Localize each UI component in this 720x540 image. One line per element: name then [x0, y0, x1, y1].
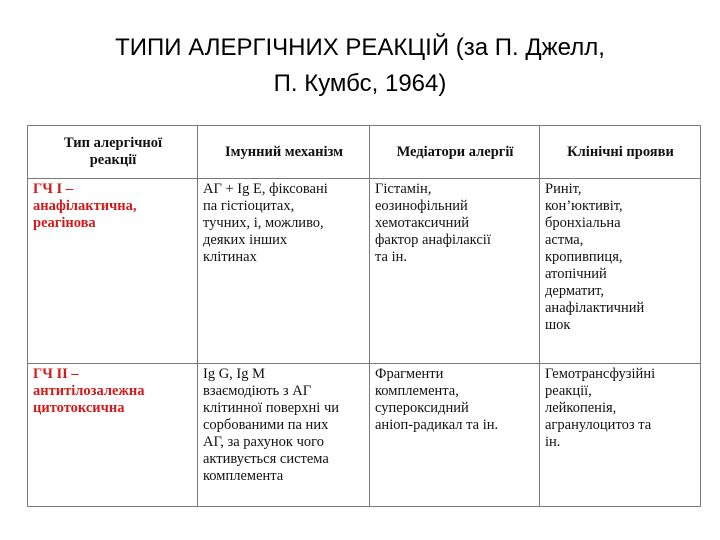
cell-line: комплемента,	[375, 383, 459, 399]
cell-clinical-manifestations	[540, 364, 701, 507]
cell-line: реагінова	[33, 215, 96, 231]
cell-line: астма,	[545, 232, 584, 248]
header-clinical-manifestations	[540, 126, 701, 179]
cell-line: кон’юктивіт,	[545, 198, 623, 214]
cell-line: Гемотрансфузійні	[545, 366, 656, 382]
cell-reaction-type	[28, 179, 198, 364]
cell-line: Риніт,	[545, 181, 582, 197]
cell-line: ГЧ ІІ –	[33, 366, 79, 382]
cell-line: реакції,	[545, 383, 592, 399]
cell-line: Гістамін,	[375, 181, 432, 197]
cell-line: еозинофільний	[375, 198, 468, 214]
allergy-types-table	[27, 125, 701, 507]
cell-immune-mechanism	[198, 179, 370, 364]
cell-line: Ig G, Ig M	[203, 366, 266, 382]
header-allergy-mediators	[370, 126, 540, 179]
cell-line: ГЧ І –	[33, 181, 74, 197]
cell-line: реакції	[89, 152, 137, 168]
cell-line: Імунний механізм	[224, 143, 344, 160]
cell-line: фактор анафілаксії	[375, 232, 491, 248]
cell-line: сорбованими па них	[203, 417, 329, 433]
cell-line: взаємодіють з АГ	[203, 383, 312, 399]
cell-line: Медіатори алергії	[396, 143, 514, 160]
cell-line: клітинах	[203, 249, 257, 265]
cell-line: АГ, за рахунок чого	[203, 434, 324, 450]
cell-line: Клінічні прояви	[567, 143, 674, 160]
cell-mediators	[370, 179, 540, 364]
cell-clinical-manifestations	[540, 179, 701, 364]
table-header-row	[28, 126, 701, 179]
header-immune-mechanism	[198, 126, 370, 179]
cell-line: анафілактична,	[33, 198, 137, 214]
cell-line: та ін.	[375, 249, 407, 265]
header-reaction-type	[28, 126, 198, 179]
slide-title-line-2: П. Кумбс, 1964)	[273, 70, 447, 97]
cell-line: Фрагменти	[375, 366, 444, 382]
cell-immune-mechanism	[198, 364, 370, 507]
cell-reaction-type	[28, 364, 198, 507]
cell-line: АГ + Ig E, фіксовані	[203, 181, 328, 197]
table-row	[28, 364, 701, 507]
cell-line: па гістіоцитах,	[203, 198, 295, 214]
cell-line: ін.	[545, 434, 561, 450]
cell-mediators	[370, 364, 540, 507]
cell-line: супероксидний	[375, 400, 469, 416]
cell-line: аніоп-радикал та ін.	[375, 417, 499, 433]
cell-line: атопічний	[545, 266, 607, 282]
cell-line: анафілактичний	[545, 300, 645, 316]
cell-line: комплемента	[203, 468, 284, 484]
cell-line: антитілозалежна	[33, 383, 145, 399]
cell-line: бронхіальна	[545, 215, 621, 231]
table-row	[28, 179, 701, 364]
cell-line: Тип алергічної	[63, 135, 163, 151]
cell-line: хемотаксичний	[375, 215, 469, 231]
cell-line: агранулоцитоз та	[545, 417, 652, 433]
cell-line: лейкопенія,	[545, 400, 617, 416]
cell-line: деяких інших	[203, 232, 288, 248]
cell-line: активується система	[203, 451, 329, 467]
cell-line: тучних, і, можливо,	[203, 215, 324, 231]
cell-line: дерматит,	[545, 283, 604, 299]
cell-line: клітинної поверхні чи	[203, 400, 340, 416]
cell-line: цитотоксична	[33, 400, 125, 416]
slide-title-line-1: ТИПИ АЛЕРГІЧНИХ РЕАКЦІЙ (за П. Джелл,	[115, 34, 605, 61]
slide-title	[40, 30, 680, 102]
cell-line: кропивпиця,	[545, 249, 623, 265]
cell-line: шок	[545, 317, 571, 333]
